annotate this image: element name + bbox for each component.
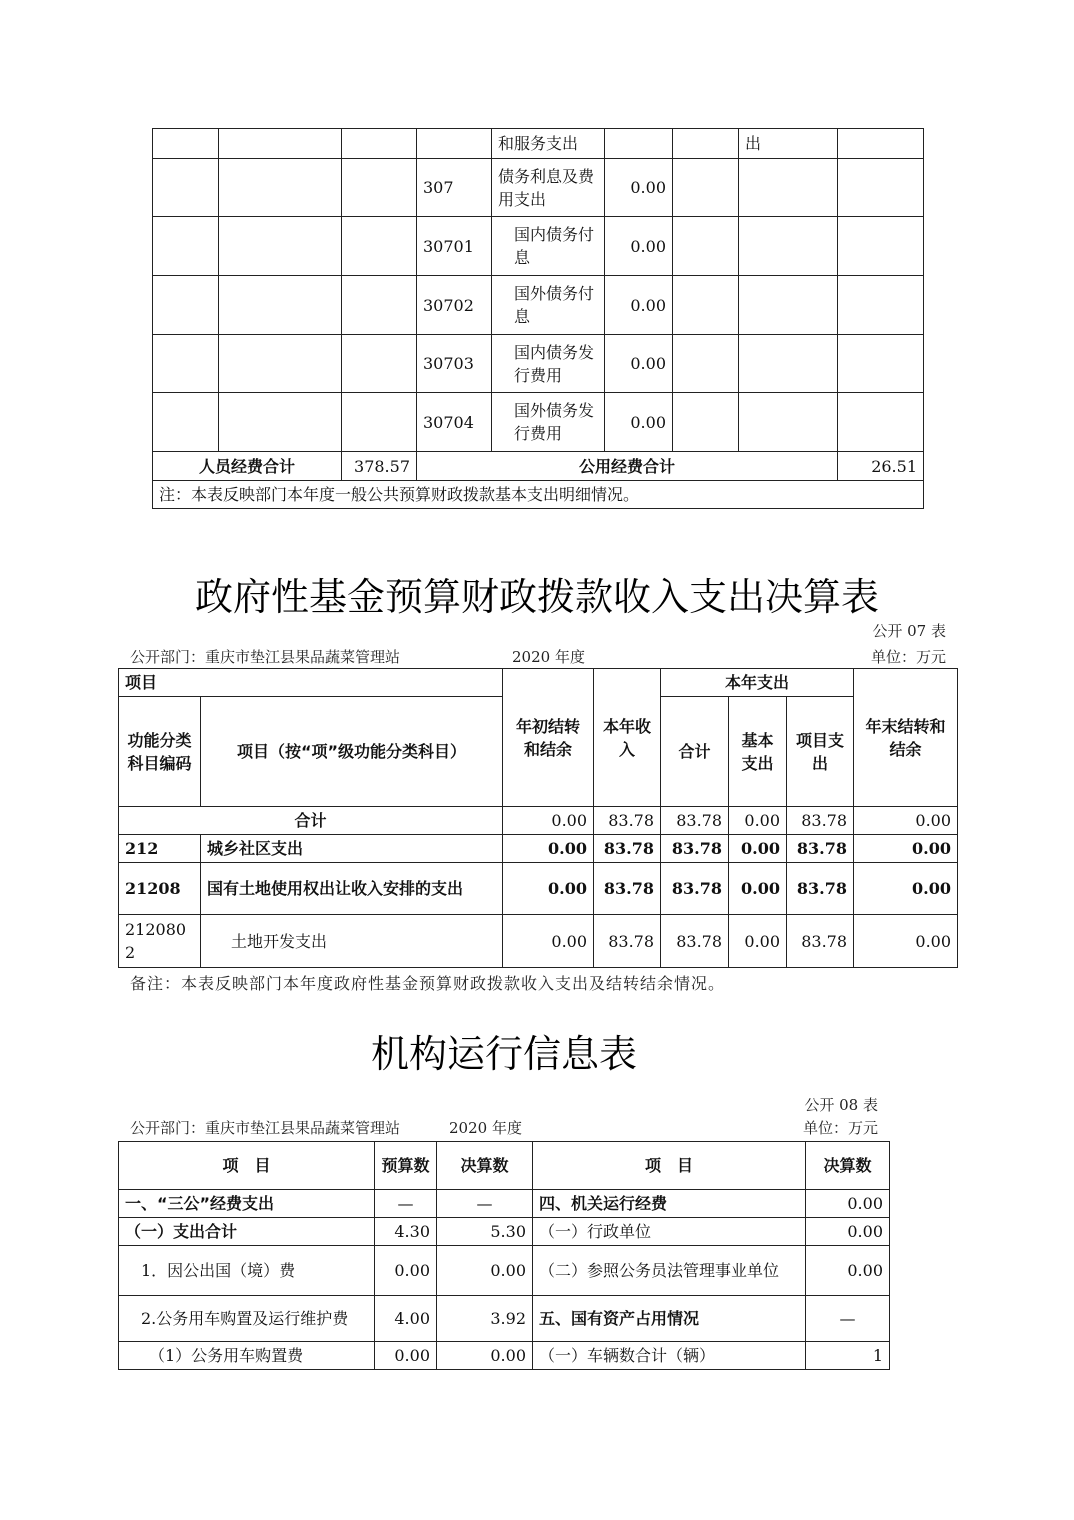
budget-value: 0.00	[375, 1246, 437, 1296]
item-name: 国外债务发行费用	[492, 393, 605, 452]
value-cell: 0.00	[854, 863, 958, 915]
final-value-2: 0.00	[806, 1190, 890, 1218]
table-number: 公开 08 表	[804, 1096, 878, 1114]
item-code: 212	[119, 835, 201, 863]
item-name: 国内债务发行费用	[492, 335, 605, 393]
final-value: 5.30	[437, 1218, 533, 1246]
header-final-2: 决算数	[806, 1142, 890, 1190]
unit-label: 单位：万元	[870, 648, 946, 666]
header-expense-group: 本年支出	[661, 669, 854, 697]
value-cell: 83.78	[594, 915, 661, 968]
value-cell: 83.78	[787, 807, 854, 835]
header-final: 决算数	[437, 1142, 533, 1190]
budget-value: 4.00	[375, 1296, 437, 1342]
table-row	[119, 835, 958, 863]
budget-value: 4.30	[375, 1218, 437, 1246]
value-cell: 0.00	[503, 835, 594, 863]
final-value-2: 0.00	[806, 1218, 890, 1246]
fund-budget-table	[118, 668, 958, 968]
item-label: 1．因公出国（境）费	[119, 1246, 375, 1296]
header-func-code: 功能分类科目编码	[119, 697, 201, 807]
item-code: 30702	[417, 276, 492, 335]
item-name: 债务利息及费用支出	[492, 159, 605, 217]
value-cell: 83.78	[787, 835, 854, 863]
header-item-2: 项 目	[533, 1142, 806, 1190]
header-item: 项 目	[119, 1142, 375, 1190]
summary-row	[153, 452, 924, 481]
item-label-2: （一）行政单位	[533, 1218, 806, 1246]
value-cell: 0.00	[729, 915, 787, 968]
value-cell: 83.78	[661, 807, 729, 835]
item-label-2: （二）参照公务员法管理事业单位	[533, 1246, 806, 1296]
header-income: 本年收入	[594, 669, 661, 807]
value-cell: 0.00	[729, 835, 787, 863]
value-cell: 83.78	[594, 863, 661, 915]
item-name: 土地开发支出	[201, 915, 503, 968]
header-basic: 基本支出	[729, 697, 787, 807]
value-cell: 83.78	[787, 915, 854, 968]
table-row	[153, 129, 924, 159]
value-cell: 0.00	[729, 807, 787, 835]
final-value: —	[437, 1190, 533, 1218]
item-code: 21208	[119, 863, 201, 915]
basic-expense-detail-table	[152, 128, 924, 509]
item-amount: 0.00	[605, 335, 673, 393]
item-label-2: 五、国有资产占用情况	[533, 1296, 806, 1342]
public-expense-value: 26.51	[838, 452, 924, 481]
item-amount: 0.00	[605, 159, 673, 217]
page-title: 政府性基金预算财政拨款收入支出决算表	[194, 575, 879, 619]
value-cell: 0.00	[503, 807, 594, 835]
final-value-2: 1	[806, 1342, 890, 1370]
table-note: 备注：本表反映部门本年度政府性基金预算财政拨款收入支出及结转结余情况。	[130, 974, 726, 993]
header-item: 项目	[119, 669, 503, 697]
final-value: 0.00	[437, 1246, 533, 1296]
table-number: 公开 07 表	[872, 622, 946, 640]
header-project: 项目支出	[787, 697, 854, 807]
table-row	[153, 393, 924, 452]
note-row	[153, 481, 924, 509]
total-label: 合计	[119, 807, 503, 835]
value-cell: 83.78	[661, 863, 729, 915]
value-cell: 0.00	[854, 807, 958, 835]
table-row	[119, 915, 958, 968]
value-cell: 83.78	[594, 807, 661, 835]
table-row	[153, 159, 924, 217]
value-cell: 83.78	[787, 863, 854, 915]
item-name: 国内债务付息	[492, 217, 605, 276]
item-name: 国有土地使用权出让收入安排的支出	[201, 863, 503, 915]
table-row	[119, 863, 958, 915]
year-label: 2020 年度	[449, 1119, 522, 1137]
item-label-2: （一）车辆数合计（辆）	[533, 1342, 806, 1370]
item-code: 30704	[417, 393, 492, 452]
value-cell: 83.78	[594, 835, 661, 863]
table-row	[153, 217, 924, 276]
value-cell: 83.78	[661, 835, 729, 863]
table-note: 注：本表反映部门本年度一般公共预算财政拨款基本支出明细情况。	[153, 481, 924, 509]
section-title: 机构运行信息表	[370, 1032, 637, 1076]
value-cell: 0.00	[854, 835, 958, 863]
item-name: 出	[739, 129, 838, 159]
final-value-2: —	[806, 1296, 890, 1342]
item-code: 2120802	[119, 915, 201, 968]
item-label: （1）公务用车购置费	[119, 1342, 375, 1370]
header-begin-balance: 年初结转和结余	[503, 669, 594, 807]
item-code: 30703	[417, 335, 492, 393]
item-label: （一）支出合计	[119, 1218, 375, 1246]
year-label: 2020 年度	[512, 648, 585, 666]
value-cell: 0.00	[503, 915, 594, 968]
table-row	[119, 1246, 890, 1296]
agency-operation-table	[118, 1141, 890, 1370]
header-total: 合计	[661, 697, 729, 807]
table-row	[119, 1190, 890, 1218]
header-item-desc: 项目（按“项”级功能分类科目）	[201, 697, 503, 807]
item-label: 2.公务用车购置及运行维护费	[119, 1296, 375, 1342]
item-amount: 0.00	[605, 393, 673, 452]
table-row	[119, 1296, 890, 1342]
value-cell: 0.00	[503, 863, 594, 915]
unit-label: 单位：万元	[802, 1119, 878, 1137]
value-cell: 0.00	[729, 863, 787, 915]
value-cell: 83.78	[661, 915, 729, 968]
budget-value: 0.00	[375, 1342, 437, 1370]
total-row	[119, 807, 958, 835]
value-cell: 0.00	[854, 915, 958, 968]
item-code: 307	[417, 159, 492, 217]
item-label: 一、“三公”经费支出	[119, 1190, 375, 1218]
table-row	[153, 335, 924, 393]
item-name: 城乡社区支出	[201, 835, 503, 863]
item-label-2: 四、机关运行经费	[533, 1190, 806, 1218]
item-code: 30701	[417, 217, 492, 276]
table-row	[153, 276, 924, 335]
header-end-balance: 年末结转和结余	[854, 669, 958, 807]
item-amount: 0.00	[605, 276, 673, 335]
final-value-2: 0.00	[806, 1246, 890, 1296]
department-label: 公开部门：重庆市垫江县果品蔬菜管理站	[130, 648, 401, 666]
item-amount: 0.00	[605, 217, 673, 276]
personnel-expense-value: 378.57	[342, 452, 417, 481]
table-row	[119, 1342, 890, 1370]
header-budget: 预算数	[375, 1142, 437, 1190]
final-value: 0.00	[437, 1342, 533, 1370]
final-value: 3.92	[437, 1296, 533, 1342]
department-label: 公开部门：重庆市垫江县果品蔬菜管理站	[130, 1119, 401, 1137]
table-row	[119, 1218, 890, 1246]
item-name: 和服务支出	[492, 129, 605, 159]
personnel-expense-label: 人员经费合计	[153, 452, 342, 481]
public-expense-label: 公用经费合计	[417, 452, 838, 481]
budget-value: —	[375, 1190, 437, 1218]
item-name: 国外债务付息	[492, 276, 605, 335]
